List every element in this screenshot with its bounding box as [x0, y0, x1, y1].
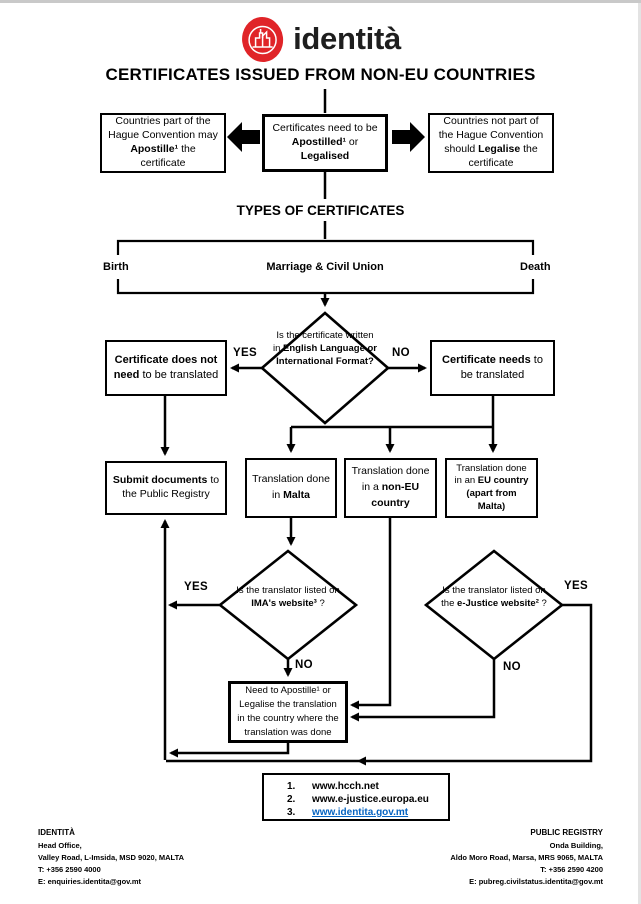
footer-left-line: Valley Road, L-Imsida, MSD 9020, MALTA [38, 852, 185, 862]
submit-documents-text: Submit documents to the Public Registry [112, 474, 220, 500]
footer-left-line: E: enquiries.identita@gov.mt [38, 876, 142, 886]
types-heading: TYPES OF CERTIFICATES [236, 203, 405, 218]
apostille-translation-text: Need to Apostille¹ or Legalise the translation in the country where the translation was done [237, 685, 339, 738]
decision-language-yes-label: YES [233, 347, 257, 359]
footer-left-name: IDENTITÀ [38, 828, 75, 837]
footnote-number: 3. [287, 807, 296, 818]
footer-head-office [38, 827, 184, 888]
footnote-number: 2. [287, 794, 296, 805]
no-translation-text: Certificate does not need to be translated [113, 354, 219, 381]
decision-language-no-label: NO [392, 347, 410, 359]
page-title: CERTIFICATES ISSUED FROM NON-EU COUNTRIES [105, 65, 536, 84]
hague-member-box [100, 113, 226, 173]
type-birth-label: Birth [103, 261, 129, 273]
footnotes-box [262, 773, 450, 821]
needs-translation-box [430, 340, 555, 396]
needs-translation-text: Certificate needs to be translated [442, 354, 543, 381]
brand-wordmark: identità [293, 21, 401, 56]
footer-right-line: Onda Building, [549, 840, 603, 850]
translation-eu-box [445, 458, 538, 518]
footer-left-line: Head Office, [38, 840, 82, 850]
hague-nonmember-box [428, 113, 554, 173]
footnote-item [287, 806, 448, 819]
footnote-url-ejustice: www.e-justice.europa.eu [312, 794, 429, 805]
footer-left-line: T: +356 2590 4000 [38, 864, 101, 874]
decision-ima-no-label: NO [295, 659, 313, 671]
apostille-or-legalise-text: Certificates need to be Apostilled¹ or Legalised [272, 122, 378, 162]
decision-ima-text: Is the translator listed on IMA's website³ ? [236, 585, 340, 610]
type-death-label: Death [520, 261, 551, 273]
fat-arrow-right-icon [392, 122, 425, 152]
decision-ejustice-no-label: NO [503, 661, 521, 673]
hague-member-text: Countries part of the Hague Convention may Apostille¹ the certificate [108, 115, 218, 169]
translation-eu-text: Translation done in an EU country (apart from Malta) [454, 462, 529, 512]
footnote-item [287, 793, 448, 806]
fat-arrow-left-icon [227, 122, 260, 152]
footer-right-name: PUBLIC REGISTRY [530, 828, 603, 837]
decision-language-text: Is the certificate written in English Language or International Format? [273, 330, 377, 368]
footer-right-line: Aldo Moro Road, Marsa, MRS 9065, MALTA [450, 852, 603, 862]
hague-nonmember-text: Countries not part of the Hague Convention should Legalise the certificate [438, 115, 544, 169]
footnote-url-hcch: www.hcch.net [312, 781, 379, 792]
translation-non-eu-text: Translation done in a non-EU country [351, 465, 430, 509]
translation-malta-box [245, 458, 337, 518]
footnote-item [287, 780, 448, 793]
footer-right-line: E: pubreg.civilstatus.identita@gov.mt [469, 876, 603, 886]
footnote-link-identita[interactable]: www.identita.gov.mt [312, 807, 409, 818]
footnote-number: 1. [287, 781, 296, 792]
no-translation-box [105, 340, 227, 396]
translation-malta-text: Translation done in Malta [252, 473, 330, 501]
decision-ejustice-yes-label: YES [564, 580, 588, 592]
apostille-translation-box [228, 681, 348, 743]
identita-logo [240, 15, 401, 63]
translation-non-eu-box [344, 458, 437, 518]
type-marriage-label: Marriage & Civil Union [266, 261, 384, 273]
footer-right-line: T: +356 2590 4200 [540, 864, 603, 874]
footer-public-registry [450, 827, 603, 888]
identita-logo-icon [240, 15, 284, 63]
decision-ima-yes-label: YES [184, 581, 208, 593]
apostille-or-legalise-box [262, 114, 388, 172]
decision-ejustice-text: Is the translator listed on the e-Justice website² ? [441, 585, 547, 610]
submit-documents-box [105, 461, 227, 515]
